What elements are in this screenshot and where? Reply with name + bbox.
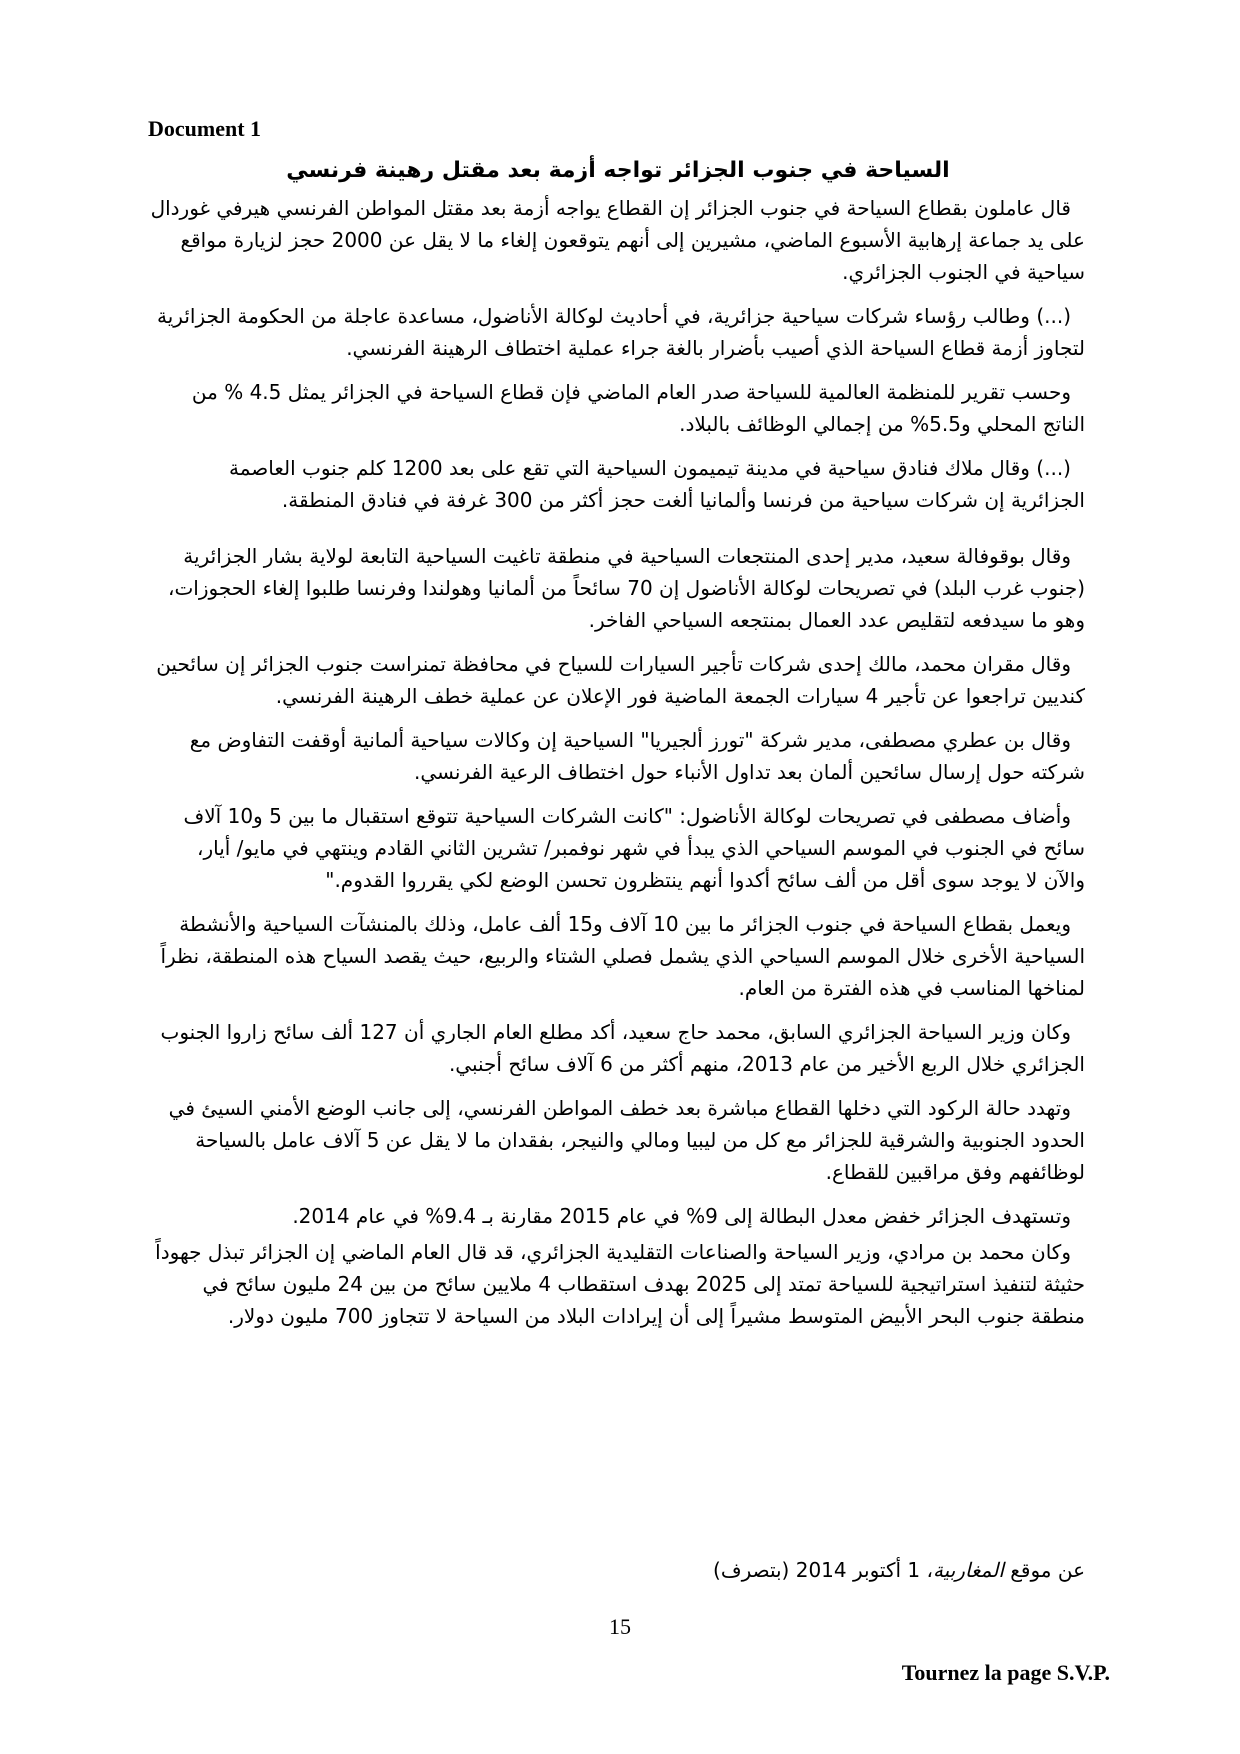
next-page-note: Tournez la page S.V.P. [901,1660,1110,1685]
document-label: Document 1 [148,116,262,141]
paragraph: وأضاف مصطفى في تصريحات لوكالة الأناضول: "كانت الشركات السياحية تتوقع استقبال ما بين 5 و10 آلاف سائح في الجنوب في الموسم السياحي الذي يبدأ في شهر نوفمبر/ تشرين الثاني القادم وينتهي في مايو/ أيار، والآن لا يوجد سوى أقل من ألف سائح أكدوا أنهم ينتظرون تحسن الوضع لكي يقرروا القدوم." [183,804,1085,892]
paragraph: وحسب تقرير للمنظمة العالمية للسياحة صدر العام الماضي فإن قطاع السياحة في الجزائر يمثل 4.5 % من الناتج المحلي و5.5% من إجمالي الوظائف بالبلاد. [191,380,1085,436]
paragraph: وتستهدف الجزائر خفض معدل البطالة إلى 9% في عام 2015 مقارنة بـ 9.4% في عام 2014. [292,1204,1071,1228]
source-suffix: ، 1 أكتوبر 2014 (بتصرف) [713,1558,933,1582]
paragraph: وقال بوقوفالة سعيد، مدير إحدى المنتجعات السياحية في منطقة تاغيت السياحية التابعة لولاية بشار الجزائرية (جنوب غرب البلد) في تصريحات لوكالة الأناضول إن 70 سائحاً من ألمانيا وهولندا وفرنسا طلبوا إلغاء الحجوزات، وهو ما سيدفعه لتقليص عدد العمال بمنتجعه السياحي الفاخر. [167,544,1085,632]
page-number: 15 [609,1614,631,1639]
paragraph: قال عاملون بقطاع السياحة في جنوب الجزائر إن القطاع يواجه أزمة بعد مقتل المواطن الفرنسي هيرفي غوردال على يد جماعة إرهابية الأسبوع الماضي، مشيرين إلى أنهم يتوقعون إلغاء ما لا يقل عن 2000 حجز لزيارة مواقع سياحية في الجنوب الجزائري. [150,196,1085,284]
paragraph: (...) وطالب رؤساء شركات سياحية جزائرية، في أحاديث لوكالة الأناضول، مساعدة عاجلة من الحكومة الجزائرية لتجاوز أزمة قطاع السياحة الذي أصيب بأضرار بالغة جراء عملية اختطاف الرهينة الفرنسي. [157,304,1085,360]
source-site: المغاربية [932,1558,1004,1582]
paragraph: وكان محمد بن مرادي، وزير السياحة والصناعات التقليدية الجزائري، قد قال العام الماضي إن الجزائر تبذل جهوداً حثيثة لتنفيذ استراتيجية للسياحة تمتد إلى 2025 بهدف استقطاب 4 ملايين سائح من بين 24 مليون سائح في منطقة جنوب البحر الأبيض المتوسط مشيراً إلى أن إيرادات البلاد من السياحة لا تتجاوز 700 مليون دولار. [155,1240,1085,1328]
article-body [150,192,1085,1332]
source-citation [150,1554,1085,1586]
paragraph: وكان وزير السياحة الجزائري السابق، محمد حاج سعيد، أكد مطلع العام الجاري أن 127 ألف سائح زاروا الجنوب الجزائري خلال الربع الأخير من عام 2013، منهم أكثر من 6 آلاف سائح أجنبي. [160,1020,1085,1076]
article-title: السياحة في جنوب الجزائر تواجه أزمة بعد مقتل رهينة فرنسي [286,158,950,183]
paragraph: (...) وقال ملاك فنادق سياحية في مدينة تيميمون السياحية التي تقع على بعد 1200 كلم جنوب العاصمة الجزائرية إن شركات سياحية من فرنسا وألمانيا ألغت حجز أكثر من 300 غرفة في فنادق المنطقة. [229,456,1085,512]
source-prefix: عن موقع [1010,1558,1085,1582]
paragraph: وقال بن عطري مصطفى، مدير شركة "تورز ألجيريا" السياحية إن وكالات سياحية ألمانية أوقفت التفاوض مع شركته حول إرسال سائحين ألمان بعد تداول الأنباء حول اختطاف الرعية الفرنسي. [189,728,1085,784]
paragraph: ويعمل بقطاع السياحة في جنوب الجزائر ما بين 10 آلاف و15 ألف عامل، وذلك بالمنشآت السياحية والأنشطة السياحية الأخرى خلال الموسم السياحي الذي يشمل فصلي الشتاء والربيع، حيث يقصد السياح هذه المنطقة، نظراً لمناخها المناسب في هذه الفترة من العام. [160,912,1085,1000]
paragraph: وقال مقران محمد، مالك إحدى شركات تأجير السيارات للسياح في محافظة تمنراست جنوب الجزائر إن سائحين كنديين تراجعوا عن تأجير 4 سيارات الجمعة الماضية فور الإعلان عن عملية خطف الرهينة الفرنسي. [156,652,1085,708]
paragraph: وتهدد حالة الركود التي دخلها القطاع مباشرة بعد خطف المواطن الفرنسي، إلى جانب الوضع الأمني السيئ في الحدود الجنوبية والشرقية للجزائر مع كل من ليبيا ومالي والنيجر، بفقدان ما لا يقل عن 5 آلاف عامل بالسياحة لوظائفهم وفق مراقبين للقطاع. [168,1096,1085,1184]
